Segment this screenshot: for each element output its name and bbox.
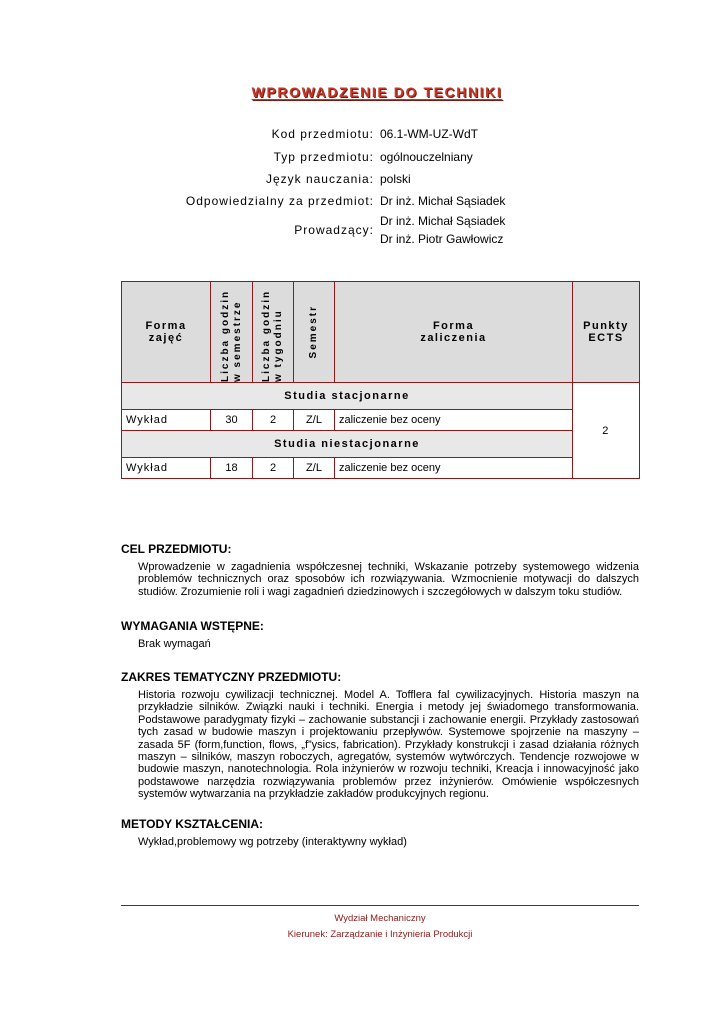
code-label: Kod przedmiotu: xyxy=(271,127,374,141)
section-text: Wprowadzenie w zagadnienia współczesnej techniki, Wskazanie potrzeby systemowego widzenia problemów technicznych oraz sposobów ich rozwiązywania. Wzmocnienie motywacji do dalszych studiów. Zrozumienie roli i wagi zagadnień dziedzinowych i szczegółowych w dalszym toku studiów. xyxy=(138,561,639,598)
header-semester: Semestr xyxy=(294,282,335,383)
header-hours-semester: Liczba godzin w semestrze xyxy=(211,282,253,383)
semester-cell: Z/L xyxy=(294,410,335,431)
footer-divider xyxy=(121,905,639,906)
lecturers-list xyxy=(380,212,505,248)
form-cell: Wykład xyxy=(122,410,211,431)
course-table xyxy=(121,281,640,479)
table-header-row xyxy=(122,282,640,383)
section-heading: ZAKRES TEMATYCZNY PRZEDMIOTU: xyxy=(121,670,342,684)
hours-week-cell: 2 xyxy=(253,410,294,431)
semester-cell: Z/L xyxy=(294,458,335,479)
type-label: Typ przedmiotu: xyxy=(273,150,374,164)
document-title: WPROWADZENIE DO TECHNIKI xyxy=(251,84,503,100)
table-row xyxy=(122,458,640,479)
responsible-value: Dr inż. Michał Sąsiadek xyxy=(380,194,506,208)
table-row xyxy=(122,410,640,431)
header-ects: Punkty ECTS xyxy=(573,282,640,383)
assessment-cell: zaliczenie bez oceny xyxy=(335,410,573,431)
responsible-label: Odpowiedzialny za przedmiot: xyxy=(185,194,374,208)
goal-section xyxy=(121,542,639,598)
hours-week-cell: 2 xyxy=(253,458,294,479)
methods-section xyxy=(121,817,639,848)
hours-semester-cell: 30 xyxy=(211,410,253,431)
language-value: polski xyxy=(380,172,411,186)
assessment-cell: zaliczenie bez oceny xyxy=(335,458,573,479)
lecturer-name: Dr inż. Piotr Gawłowicz xyxy=(380,232,504,246)
section-row-fulltime xyxy=(122,383,640,410)
hours-semester-cell: 18 xyxy=(211,458,253,479)
section-label: Studia niestacjonarne xyxy=(122,431,573,458)
scope-section xyxy=(121,670,639,801)
header-hours-week: Liczba godzin w tygodniu xyxy=(253,282,294,383)
lecturers-label: Prowadzący: xyxy=(294,223,374,237)
ects-value: 2 xyxy=(573,383,640,479)
section-row-parttime xyxy=(122,431,640,458)
section-text: Brak wymagań xyxy=(138,638,211,650)
header-assessment: Forma zaliczenia xyxy=(335,282,573,383)
footer-faculty: Wydział Mechaniczny xyxy=(334,913,426,924)
form-cell: Wykład xyxy=(122,458,211,479)
prerequisites-section xyxy=(121,619,639,650)
footer-program: Kierunek: Zarządzanie i Inżynieria Produkcji xyxy=(287,929,473,940)
type-value: ogólnouczelniany xyxy=(380,150,473,164)
section-heading: METODY KSZTAŁCENIA: xyxy=(121,817,264,831)
section-heading: WYMAGANIA WSTĘPNE: xyxy=(121,619,264,633)
section-text: Historia rozwoju cywilizacji technicznej. Model A. Tofflera fal cywilizacyjnych. Historia maszyn na przykładzie silników. Związki nauki i techniki. Energia i metody jej świadomego transformowania. Podstawowe paradygmaty fizyki – zachowanie substancji i zachowanie energii. Przykłady zastosowań tych zasad w budowie maszyn i projektowaniu przepływów. Systemowe spojrzenie na maszyny – zasada 5F (form,function, flows, „f”ysics, fabrication). Przykłady konstrukcji i zasad działania różnych maszyn – silników, maszyn roboczych, agregatów, systemów wytwórczych. Tendencje rozwojowe w budowie maszyn, nanotechnologia. Rola inżynierów w rozwoju techniki, Kreacja i innowacyjność jako podstawowe narzędzia rozwiązywania problemów przez inżynierów. Omówienie współczesnych systemów wytwarzania na przykładzie zakładów produkcyjnych regionu. xyxy=(138,689,639,801)
lecturer-name: Dr inż. Michał Sąsiadek xyxy=(380,214,506,228)
code-value: 06.1-WM-UZ-WdT xyxy=(380,127,478,141)
language-label: Język nauczania: xyxy=(265,172,374,186)
section-text: Wykład,problemowy wg potrzeby (interaktywny wykład) xyxy=(138,836,407,848)
section-label: Studia stacjonarne xyxy=(122,383,573,410)
section-heading: CEL PRZEDMIOTU: xyxy=(121,542,232,556)
header-form: Forma zajęć xyxy=(122,282,211,383)
